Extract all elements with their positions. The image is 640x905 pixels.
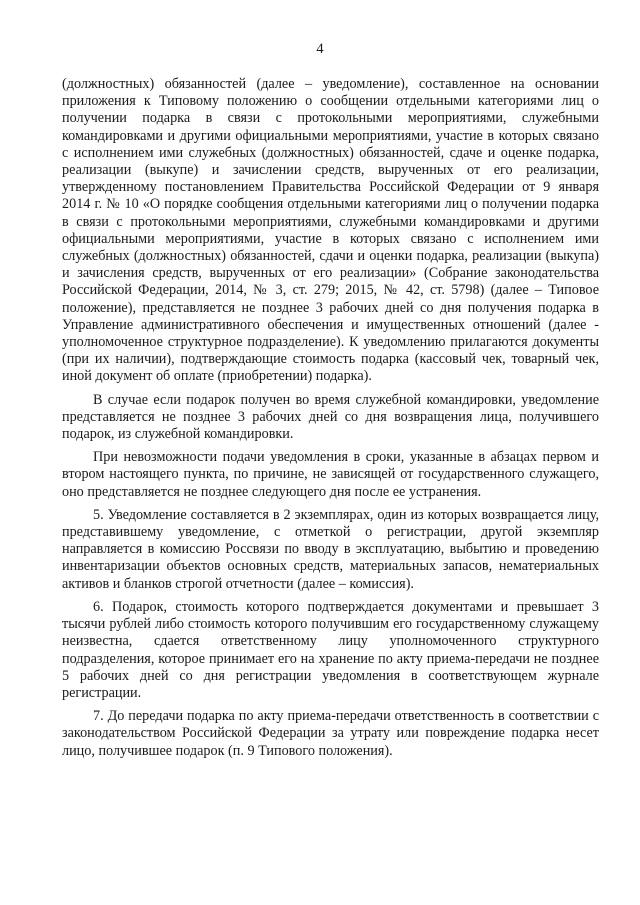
paragraph-item-6: 6. Подарок, стоимость которого подтверждается документами и превышает 3 тысячи рублей либо стоимость которого получившим его государственному служащему неизвестна, сдается ответственному лицу уполномоченного структурного подразделения, которое принимает его на хранение по акту приема-передачи не позднее 5 рабочих дней со дня регистрации уведомления в соответствующем журнале регистрации. [62, 598, 599, 701]
paragraph-continuation: (должностных) обязанностей (далее – уведомление), составленное на основании приложения к Типовому положению о сообщении отдельными категориями лиц о получении подарка в связи с протокольными мероприятиями, служебными командировками и другими официальными мероприятиями, участие в которых связано с исполнением ими служебных (должностных) обязанностей, сдаче и оценке подарка, реализации (выкупе) и зачислении средств, вырученных от его реализации, утвержденному постановлением Правительства Российской Федерации от 9 января 2014 г. № 10 «О порядке сообщения отдельными категориями лиц о получении подарка в связи с протокольными мероприятиями, служебными командировками и другими официальными мероприятиями, участие в которых связано с исполнением ими служебных (должностных) обязанностей, сдачи и оценки подарка, реализации (выкупа) и зачисления средств, вырученных от его реализации» (Собрание законодательства Российской Федерации, 2014, № 3, ст. 279; 2015, № 42, ст. 5798) (далее – Типовое положение), представляется не позднее 3 рабочих дней со дня получения подарка в Управление административного обеспечения и имущественных отношений (далее - уполномоченное структурное подразделение). К уведомлению прилагаются документы (при их наличии), подтверждающие стоимость подарка (кассовый чек, товарный чек, иной документ об оплате (приобретении) подарка). [62, 76, 599, 385]
document-body [62, 76, 599, 766]
paragraph-item-5: 5. Уведомление составляется в 2 экземплярах, один из которых возвращается лицу, представившему уведомление, с отметкой о регистрации, другой экземпляр направляется в комиссию Россвязи по вводу в эксплуатацию, выбытию и проведению инвентаризации объектов основных средств, материальных запасов, нематериальных активов и бланков строгой отчетности (далее – комиссия). [62, 506, 599, 592]
paragraph-item-7: 7. До передачи подарка по акту приема-передачи ответственность в соответствии с законодательством Российской Федерации за утрату или повреждение подарка несет лицо, получившее подарок (п. 9 Типового положения). [62, 708, 599, 759]
paragraph-impossibility: При невозможности подачи уведомления в сроки, указанные в абзацах первом и втором настоящего пункта, по причине, не зависящей от государственного служащего, оно представляется не позднее следующего дня после ее устранения. [62, 449, 599, 500]
paragraph-business-trip: В случае если подарок получен во время служебной командировки, уведомление представляется не позднее 3 рабочих дней со дня возвращения лица, получившего подарок, из служебной командировки. [62, 391, 599, 443]
page-number: 4 [316, 41, 324, 57]
